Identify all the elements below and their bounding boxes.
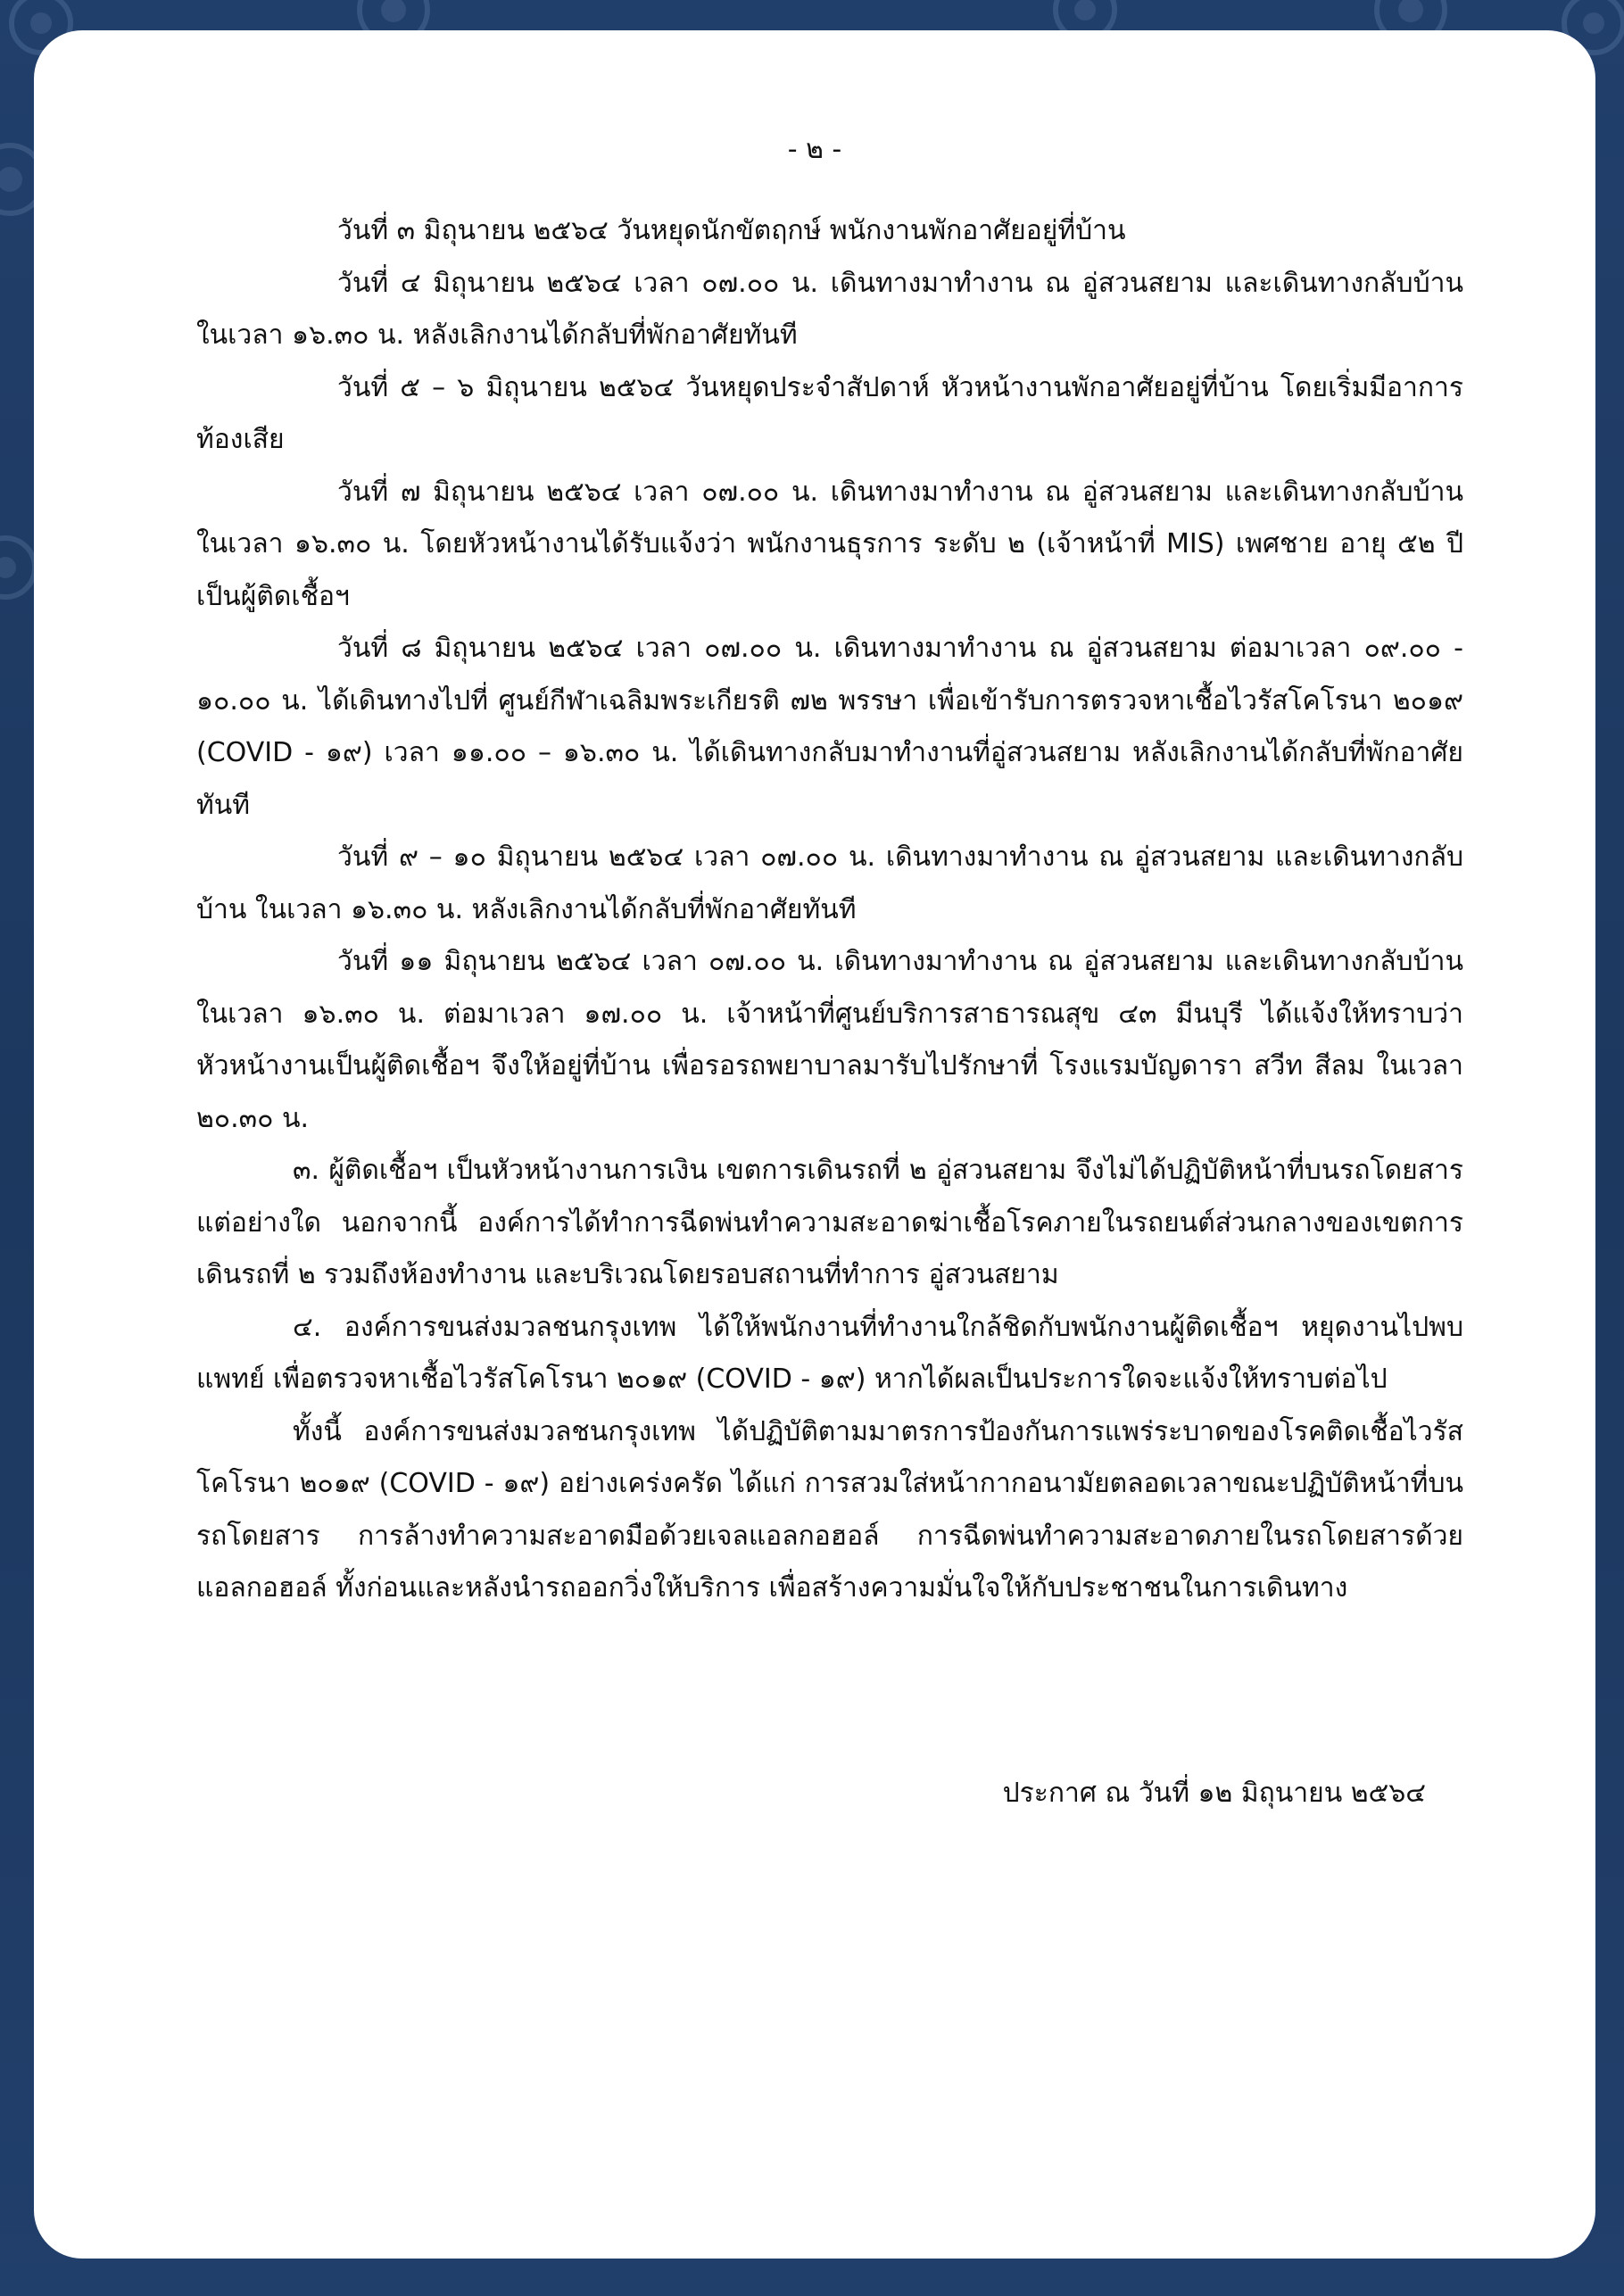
virus-decoration-icon [0, 535, 37, 600]
paragraph: วันที่ ๘ มิถุนายน ๒๕๖๔ เวลา ๐๗.๐๐ น. เดินทางมาทำงาน ณ อู่สวนสยาม ต่อมาเวลา ๐๙.๐๐ - ๑๐.๐๐ น. ได้เดินทางไปที่ ศูนย์กีฬาเฉลิมพระเกียรติ ๗๒ พรรษา เพื่อเข้ารับการตรวจหาเชื้อไวรัสโคโรนา ๒๐๑๙ (COVID - ๑๙) เวลา ๑๑.๐๐ – ๑๖.๓๐ น. ได้เดินทางกลับมาทำงานที่อู่สวนสยาม หลังเลิกงานได้กลับที่พักอาศัยทันที [196, 633, 1463, 821]
paragraph: วันที่ ๗ มิถุนายน ๒๕๖๔ เวลา ๐๗.๐๐ น. เดินทางมาทำงาน ณ อู่สวนสยาม และเดินทางกลับบ้าน ในเวลา ๑๖.๓๐ น. โดยหัวหน้างานได้รับแจ้งว่า พนักงานธุรการ ระดับ ๒ (เจ้าหน้าที่ MIS) เพศชาย อายุ ๕๒ ปี เป็นผู้ติดเชื้อฯ [196, 476, 1463, 612]
document-body [196, 205, 1463, 1615]
paragraph: ทั้งนี้ องค์การขนส่งมวลชนกรุงเทพ ได้ปฏิบัติตามมาตรการป้องกันการแพร่ระบาดของโรคติดเชื้อไวรัสโคโรนา ๒๐๑๙ (COVID - ๑๙) อย่างเคร่งครัด ได้แก่ การสวมใส่หน้ากากอนามัยตลอดเวลาขณะปฏิบัติหน้าที่บนรถโดยสาร การล้างทำความสะอาดมือด้วยเจลแอลกอฮอล์ การฉีดพ่นทำความสะอาดภายในรถโดยสารด้วยแอลกอฮอล์ ทั้งก่อนและหลังนำรถออกวิ่งให้บริการ เพื่อสร้างความมั่นใจให้กับประชาชนในการเดินทาง [196, 1415, 1463, 1604]
announcement-date: ประกาศ ณ วันที่ ๑๒ มิถุนายน ๒๕๖๔ [1002, 1778, 1426, 1809]
paragraph: ๓. ผู้ติดเชื้อฯ เป็นหัวหน้างานการเงิน เขตการเดินรถที่ ๒ อู่สวนสยาม จึงไม่ได้ปฏิบัติหน้าที่บนรถโดยสารแต่อย่างใด นอกจากนี้ องค์การได้ทำการฉีดพ่นทำความสะอาดฆ่าเชื้อโรคภายในรถยนต์ส่วนกลางของเขตการเดินรถที่ ๒ รวมถึงห้องทำงาน และบริเวณโดยรอบสถานที่ทำการ อู่สวนสยาม [196, 1155, 1463, 1290]
paragraph: วันที่ ๔ มิถุนายน ๒๕๖๔ เวลา ๐๗.๐๐ น. เดินทางมาทำงาน ณ อู่สวนสยาม และเดินทางกลับบ้าน ในเวลา ๑๖.๓๐ น. หลังเลิกงานได้กลับที่พักอาศัยทันที [196, 267, 1463, 351]
paragraph: วันที่ ๕ – ๖ มิถุนายน ๒๕๖๔ วันหยุดประจำสัปดาห์ หัวหน้างานพักอาศัยอยู่ที่บ้าน โดยเริ่มมีอาการท้องเสีย [196, 371, 1463, 455]
paragraph: วันที่ ๓ มิถุนายน ๒๕๖๔ วันหยุดนักขัตฤกษ์ พนักงานพักอาศัยอยู่ที่บ้าน [337, 215, 1126, 246]
paragraph: ๔. องค์การขนส่งมวลชนกรุงเทพ ได้ให้พนักงานที่ทำงานใกล้ชิดกับพนักงานผู้ติดเชื้อฯ หยุดงานไปพบแพทย์ เพื่อตรวจหาเชื้อไวรัสโคโรนา ๒๐๑๙ (COVID - ๑๙) หากได้ผลเป็นประการใดจะแจ้งให้ทราบต่อไป [196, 1311, 1463, 1395]
paragraph: วันที่ ๙ – ๑๐ มิถุนายน ๒๕๖๔ เวลา ๐๗.๐๐ น. เดินทางมาทำงาน ณ อู่สวนสยาม และเดินทางกลับบ้าน ในเวลา ๑๖.๓๐ น. หลังเลิกงานได้กลับที่พักอาศัยทันที [196, 841, 1463, 925]
page-number: - ๒ - [787, 134, 842, 165]
paragraph: วันที่ ๑๑ มิถุนายน ๒๕๖๔ เวลา ๐๗.๐๐ น. เดินทางมาทำงาน ณ อู่สวนสยาม และเดินทางกลับบ้าน ในเวลา ๑๖.๓๐ น. ต่อมาเวลา ๑๗.๐๐ น. เจ้าหน้าที่ศูนย์บริการสาธารณสุข ๔๓ มีนบุรี ได้แจ้งให้ทราบว่า หัวหน้างานเป็นผู้ติดเชื้อฯ จึงให้อยู่ที่บ้าน เพื่อรอรถพยาบาลมารับไปรักษาที่ โรงแรมบัญดารา สวีท สีลม ในเวลา ๒๐.๓๐ น. [196, 946, 1463, 1134]
document-page [34, 30, 1595, 2259]
